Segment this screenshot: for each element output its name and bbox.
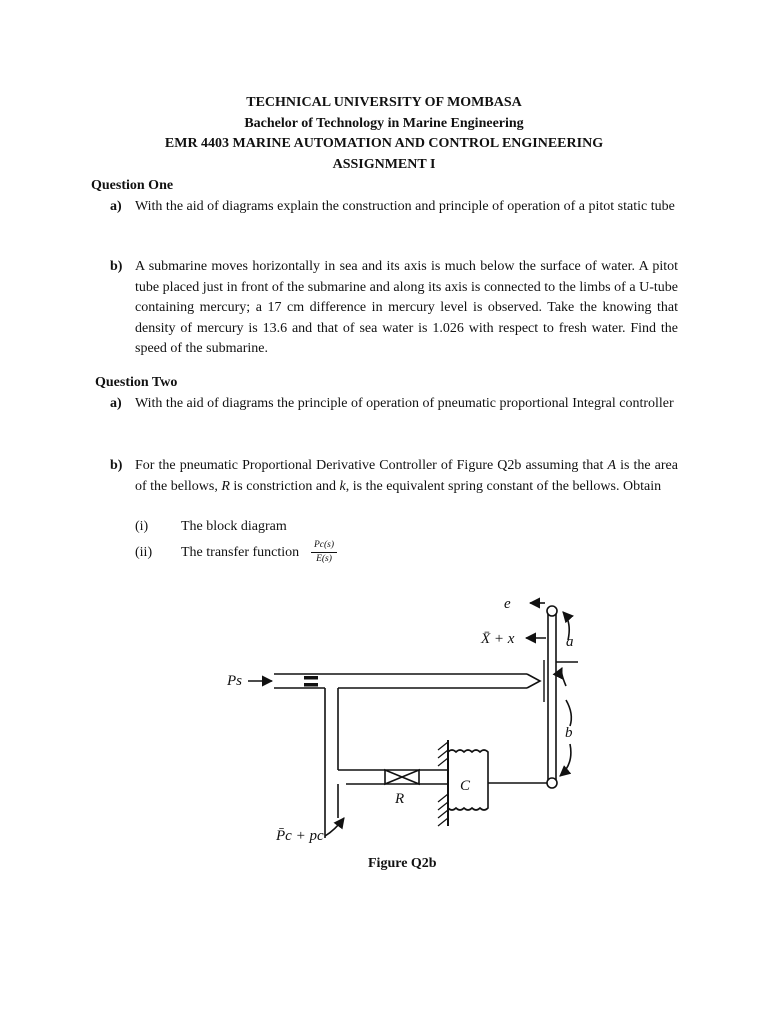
arrow-b-upper	[566, 700, 571, 726]
q2b-ii-label: (ii)	[135, 545, 153, 560]
label-x: X̄ + x	[481, 631, 515, 647]
q1b-label: b)	[110, 259, 123, 274]
q2b-text-part4: , is the equivalent spring constant of the bellows. Obtain	[345, 478, 662, 494]
question-two-title: Question Two	[95, 375, 178, 390]
q1b-text: A submarine moves horizontally in sea and its axis is much below the surface of water. A pitot tube placed just in front of the submarine and along its axis is connected to the limbs of a U-tube containing mercury; a 17 cm difference in mercury level is observed. Take the knowing that density of mercury is 13.6 and that of sea water is 1.026 with respect to fresh water. Find the speed of the submarine.	[135, 259, 678, 356]
arrow-b-lower	[560, 744, 571, 776]
label-r: R	[395, 791, 405, 807]
q2b-i-label: (i)	[135, 519, 149, 534]
supply-orifice-top	[304, 676, 318, 680]
programme-title: Bachelor of Technology in Marine Engineering	[244, 116, 524, 131]
lever-bottom-pivot	[547, 778, 557, 788]
course-title: EMR 4403 MARINE AUTOMATION AND CONTROL ENGINEERING	[164, 136, 604, 151]
q2a-label: a)	[110, 396, 122, 411]
arrow-pc	[325, 818, 344, 836]
nozzle	[527, 674, 540, 688]
label-a: a	[566, 634, 574, 650]
q2b-text-part3: is constriction and	[229, 478, 340, 494]
figure-caption: Figure Q2b	[368, 856, 437, 871]
arrow-a-lower	[562, 668, 567, 686]
q2a-text: With the aid of diagrams the principle of operation of pneumatic proportional Integral controller	[135, 396, 674, 411]
label-e: e	[504, 596, 511, 612]
label-b: b	[565, 725, 573, 741]
label-ps: Ps	[227, 673, 242, 689]
tf-denominator: E(s)	[316, 554, 332, 564]
lever-top-pivot	[547, 606, 557, 616]
q2b-var-r: R	[221, 478, 230, 494]
q2b-text-part1: For the pneumatic Proportional Derivative Controller of Figure Q2b assuming that	[135, 458, 608, 473]
q2b-label: b)	[110, 458, 123, 473]
tf-numerator: Pc(s)	[311, 539, 337, 553]
supply-orifice-bottom	[304, 683, 318, 687]
q2b-ii-text: The transfer function	[181, 545, 300, 560]
assignment-title: ASSIGNMENT I	[332, 157, 436, 172]
q2b-i-text: The block diagram	[181, 519, 287, 534]
label-pc: P̄c + pc	[276, 828, 324, 844]
q1a-text: With the aid of diagrams explain the construction and principle of operation of a pitot static tube	[135, 199, 675, 214]
valve-r-right	[402, 770, 419, 784]
q2b-var-k: k	[339, 478, 346, 494]
label-c: C	[460, 778, 471, 794]
valve-r-left	[385, 770, 402, 784]
q2b-text-part2: is the area of the bellows,	[135, 458, 678, 494]
q1a-label: a)	[110, 199, 122, 214]
q2b-var-a: A	[607, 458, 617, 473]
university-title: TECHNICAL UNIVERSITY OF MOMBASA	[246, 95, 522, 110]
question-one-title: Question One	[91, 178, 174, 193]
